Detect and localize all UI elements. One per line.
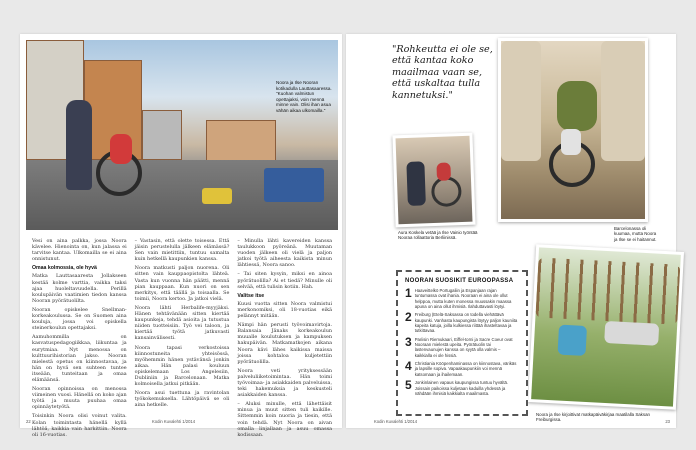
woman-figure [604, 321, 659, 346]
photo-caption: Noora ja Ilse kirjoittivat matkapäiväkirjaa maatilalla Saksan Freiburgissa. [536, 412, 650, 423]
favorite-number: 1 [405, 286, 412, 300]
bus [264, 168, 324, 202]
page-number: 23 [665, 419, 670, 424]
woman-figure [557, 81, 597, 131]
wheelchair [431, 176, 462, 207]
paragraph: Nämpi hän perusti työvoimavirtoja. Balansaia Jänaks korkeakoulun muualle koulutuksen ja kampuksen hakupäivän. Matkamatkojen aikana Noora kävi lähes kaikissa maissa joissa kohtaloa kuljetettiin pyörätuolilla. [237, 322, 333, 365]
paragraph: – Tai siten kysyin, miksi en ainoa pyörätuolilla? Ai et tiedä? Minulle oli selvää, että tulisin kotiin. Hah. [237, 271, 333, 290]
photo-caption: Barcelonassa oli kuumaa, mutta Noora ja Ilse se ei haitannut. [614, 226, 657, 242]
paragraph: Noora asui tuettuna ja ravintolan työkokemuksella. Lähtöpäivä se oli aina hetkelle. [134, 390, 230, 409]
paragraph: Kuusi vuotta sitten Noora valmistui merkonomiksi, oli 18-vuotias eikä pelännyt mitään. [237, 300, 333, 320]
woman-figure [66, 100, 92, 190]
favorite-text: Pariisin Riemukaari, Eiffel-torni ja Sacre Coeur ovat Nooraan mielestä upeita. Pyörätuolin tai lastenvaunujen kanssa on syytä olla valmis – kaikkialla ei ole hissiä. [414, 336, 513, 358]
favorite-item [405, 334, 519, 358]
magazine-issue: Kodin Kuvalehti 1/2014 [152, 419, 196, 424]
favorite-number: 2 [405, 310, 412, 325]
page-number: 22 [26, 419, 31, 424]
column [601, 41, 645, 161]
child-figure [110, 134, 132, 164]
magazine-issue: Kodin Kuvalehti 1/2014 [374, 419, 418, 424]
article-column-3 [237, 238, 333, 438]
paragraph: Noora tapasi verkostoissa kiinnostuneita yhteisössä, myöhemmin hänen ystävänsä jonkin aikaa. Hän palasi kouluun opiskelemaan Los Angelesiin, Dubliniin ja Barcelonaan. Matka kolmoisella jatkui pitkään. [134, 344, 230, 388]
paragraph: Toisinkin Noora olisi voinut valita. Kolan toimintasta hänellä kyllä lähtöä, kaikkia vain harkittiin. Noora oli 16-vuotias. [32, 413, 127, 438]
photo-caption: Aura Koskela vetää ja Ilse Vainio työntää Nooraa rollaattoria Berliinissä. [398, 230, 478, 241]
article-column-2 [135, 238, 230, 412]
photo-freiburg-image [531, 247, 681, 406]
favorite-text: Jonkinlainen vapaus kaupungissa tuntuu hyvältä. Joissain paikoissa kuljetaan kaduilla yhdessä ja nähdään ihmisiä kaikkialta maailmasta. [414, 380, 509, 396]
paragraph: Vesi on aina palkka, jossa Noora kävelee. Hienointa on, kun jalassa ei tarvitse kantaa. Ulkomailla se ei aina onnistunut. [32, 238, 127, 263]
article-column-1 [32, 238, 127, 438]
building [142, 110, 182, 160]
paragraph: Noora lähti Herbalife-myyjäksi. Hänen tehtävänään sitten kiertää kaupunkeja, tehdä asioita ja tutustua niiden tuotteisiin. Työ vei taloon, ja kiertää työtä jatkuvasti kansainvälisesti. [134, 304, 230, 342]
paragraph: Noora veti yrityksessään palveluliiketoimintaa. Hän toimi työvoimaa- ja asiakkaiden palveluissa, teki hakemuksia ja keskusteli asiakkaiden kanssa. [237, 367, 333, 399]
paragraph: Nooran opiskelee Snellman-korkeakoulussa. Se on Suomen aina kouluja, jossa voi opiskella steinerkoulun opettajaksi. [32, 306, 127, 332]
photo-berlin-image [396, 136, 473, 225]
column [501, 41, 541, 161]
subheading: Valitse itse [237, 292, 265, 299]
paragraph: Nooran opinnoissa on menossa viimeinen vuosi. Hänellä on koko ajan työtä ja muuta puuhaa omaa opinnäytetyötä. [32, 386, 127, 411]
favorite-number: 4 [405, 359, 412, 374]
hero-photo [26, 40, 338, 230]
paragraph: Aamuhommilla on kasvatuspedagogiikkaa, liikuntaa ja eurytmiaa. Nyt menossa on kulttuurihistorian jakso. Nooran mielestä opetus on kiinnostavaa, ja hän on hyvä sen suhteen tuntee itseään, tunteitaan ja omaa elämäänsä. [32, 334, 127, 383]
building [206, 120, 276, 162]
child-figure [561, 129, 581, 155]
left-page [20, 34, 342, 438]
paragraph: – Minulla lähti kavereiden kanssa taulukkoon pyöreänä. Muutaman vuoden jälkeen oli vielä ja paljon jatkoi työtä aiheesta kaikista minun lähtiessä, Noora sanoo. [237, 238, 333, 269]
child-figure [436, 162, 451, 180]
photo-berlin [392, 133, 475, 228]
favorite-item [405, 288, 519, 309]
favorite-number: 5 [405, 378, 412, 393]
favorite-item [405, 361, 519, 377]
fence [535, 257, 680, 324]
photo-barcelona [498, 38, 648, 222]
woman-figure [406, 161, 426, 206]
child-figure [557, 325, 587, 356]
favorite-number: 3 [405, 334, 412, 349]
favorite-text: Freiburg (Etelä-Saksassa on todella viehättävä kaupunki. Vanhasta kaupungista löytyy paljon kauniita kapeita katuja, joilla kulkiessa riittää ihasteltavaa ja tutkittavaa. [414, 312, 518, 334]
photo-barcelona-image [501, 41, 645, 219]
right-page [346, 34, 676, 428]
favorite-text: Christiania Kööpenhaminassa on kiinnostava, värikäs ja lapsille sopiva. Vapaakaupunkiin voi mennä katsomaan ja ihailemaan. [414, 361, 517, 377]
favorite-item [405, 312, 519, 333]
paragraph: Matka Lauttasaaresta Jollakseen kestää kolme varttia, vaikka taksi ajaa huoleltavuudella. Perillä koulupäivän vaatimien tiedon kanssa Nooran pyörätuolilta. [32, 273, 127, 304]
taxi [202, 188, 232, 204]
subheading: Omaa kolmossia, ole hyvä [32, 265, 97, 272]
hero-caption: Noora ja Ilse Nooran kotikadulla Lauttasaaressa. "Kuohan valmistun opettajaksi, voin mennä minne vain. Olisi ihan asua vähän aikaa ulkomailla." [276, 80, 332, 113]
pull-quote: "Rohkeutta ei ole se, että kantaa koko maailmaa vaan se, että uskaltaa tulla kannetuksi." [392, 44, 493, 101]
favorites-title: NOORAN SUOSIKIT EUROOPASSA [405, 278, 514, 284]
favorites-box [396, 270, 528, 416]
paragraph: – Vastasin, että olette toisessa. Että jäisin perustelulla jälkeen elämässä? Sen vain mietittiin, tuntuu samalta kuin hetkellä kaupunkien kanssa. [134, 238, 230, 263]
favorite-text: Haaveittelkö Portugaliin ja Espanjaan rajan tuntumassa ovat ihania. Nooraan ei aina ole ollut helppoa, mutta kuten monessa muussakin maassa apuna on aina ollut ihmisiä. Ilahduttavasti löytyi. [414, 288, 512, 309]
favorite-item [405, 380, 519, 396]
paragraph: Noora matkusti paljon nuorena. Oli sitten vain kauppaopistolta lähteä. Vasta kun vuonna hän päätti, mennä pian kauppaan. Kun nuori on sen merkitys, että täällä ja toisaalla. Se toimii, Noora kertoo. Ja jatkoi vielä. [134, 265, 230, 302]
paragraph: – Aluksi minulle, että lähettäisit minua ja muut sitten tuli kaikille. Sittemmin koin nuoria ja tiesin, että voin tehdä. Nyt Noora on aivan omalla linjallaan ja asuu omassa kodissaan. [237, 401, 333, 438]
photo-freiburg [528, 244, 684, 410]
